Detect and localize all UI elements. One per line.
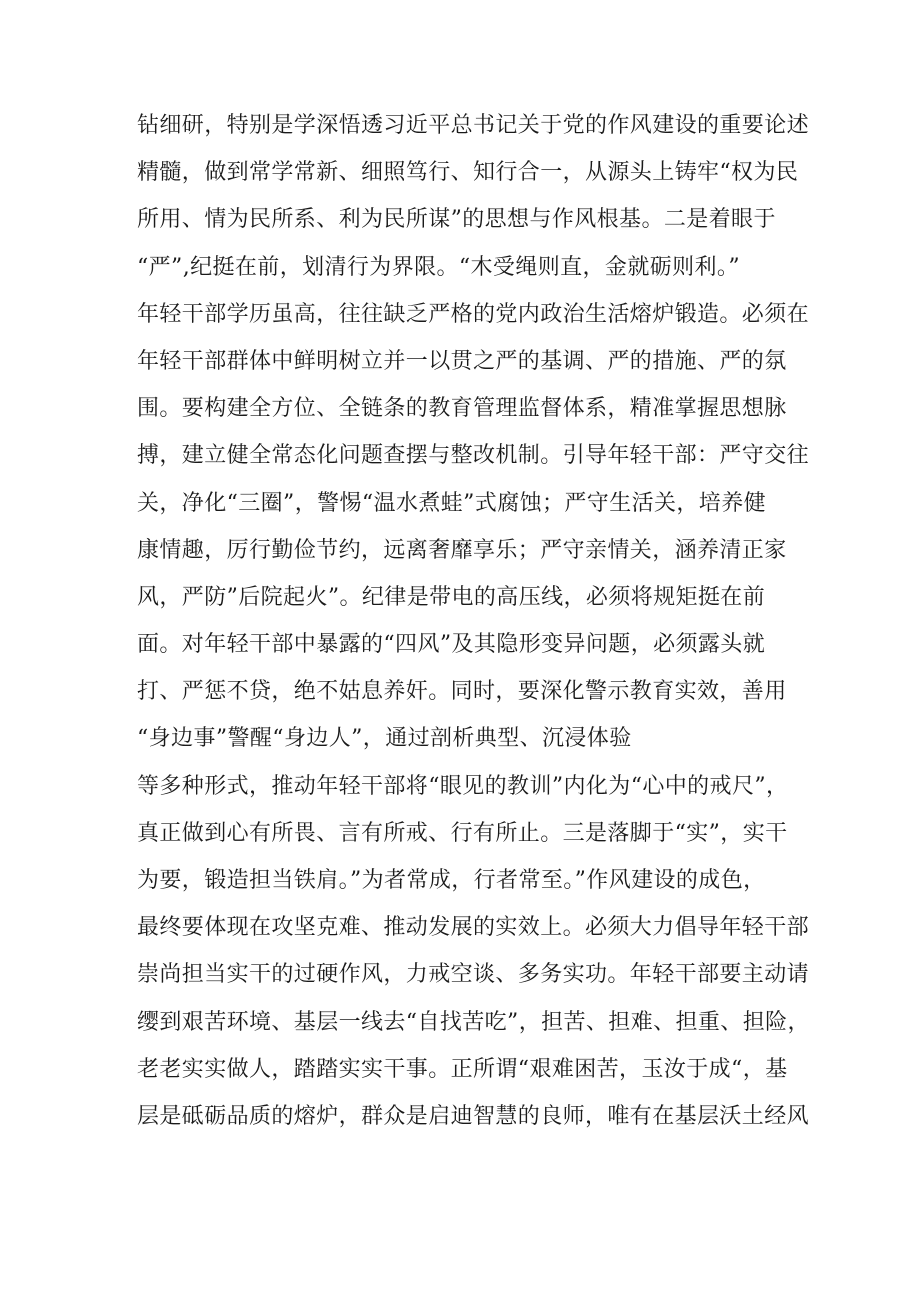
text-line: 年轻干部学历虽高，往往缺乏严格的党内政治生活熔炉锻造。必须在 <box>137 301 810 327</box>
text-line: 围。要构建全方位、全链条的教育管理监督体系，精准掌握思想脉 <box>137 396 787 422</box>
text-line: “身边事”警醒“身边人”，通过剖析典型、沉浸体验 <box>137 726 632 752</box>
text-line: 康情趣，厉行勤俭节约，远离奢靡享乐；严守亲情关，涵养清正家 <box>137 537 787 563</box>
text-line: 钻细研，特别是学深悟透习近平总书记关于党的作风建设的重要论述 <box>137 113 810 138</box>
text-line: 层是砥砺品质的熔炉，群众是启迪智慧的良师，唯有在基层沃土经风 <box>137 1103 810 1129</box>
text-line: 所用、情为民所系、利为民所谋”的思想与作风根基。二是着眼于 <box>137 207 776 233</box>
text-line: 关，净化“三圈”，警惕“温水煮蛙”式腐蚀；严守生活关，培养健 <box>137 490 766 516</box>
text-line: 风，严防”后院起火”。纪律是带电的高压线，必须将规矩挺在前 <box>137 584 766 610</box>
text-line: 等多种形式，推动年轻干部将“眼见的教训”内化为“心中的戒尺”， <box>137 773 789 799</box>
text-line: “严”,纪挺在前，划清行为界限。“木受绳则直，金就砺则利。” <box>137 254 740 280</box>
text-line: 为要，锻造担当铁肩。”为者常成，行者常至。”作风建设的成色， <box>137 868 766 893</box>
text-line: 年轻干部群体中鲜明树立并一以贯之严的基调、严的措施、严的氛 <box>137 348 787 374</box>
text-line: 最终要体现在攻坚克难、推动发展的实效上。必须大力倡导年轻干部 <box>137 915 810 941</box>
text-line: 真正做到心有所畏、言有所戒、行有所止。三是落脚于“实”，实干 <box>137 820 788 846</box>
text-line: 打、严惩不贷，绝不姑息养奸。同时，要深化警示教育实效，善用 <box>137 679 787 705</box>
text-line: 老老实实做人，踏踏实实干事。正所谓“艰难困苦，玉汝于成“，基 <box>137 1056 788 1082</box>
body-text <box>137 102 817 1140</box>
text-line: 搏，建立健全常态化问题查摆与整改机制。引导年轻干部：严守交往 <box>137 443 810 469</box>
text-line: 缨到艰苦环境、基层一线去“自找苦吃”，担苦、担难、担重、担险， <box>137 1009 810 1035</box>
text-line: 面。对年轻干部中暴露的“四风”及其隐形变异问题，必须露头就 <box>137 632 766 658</box>
text-line: 崇尚担当实干的过硬作风，力戒空谈、多务实功。年轻干部要主动请 <box>137 962 810 988</box>
text-line: 精髓，做到常学常新、细照笃行、知行合一，从源头上铸牢“权为民 <box>137 160 799 186</box>
